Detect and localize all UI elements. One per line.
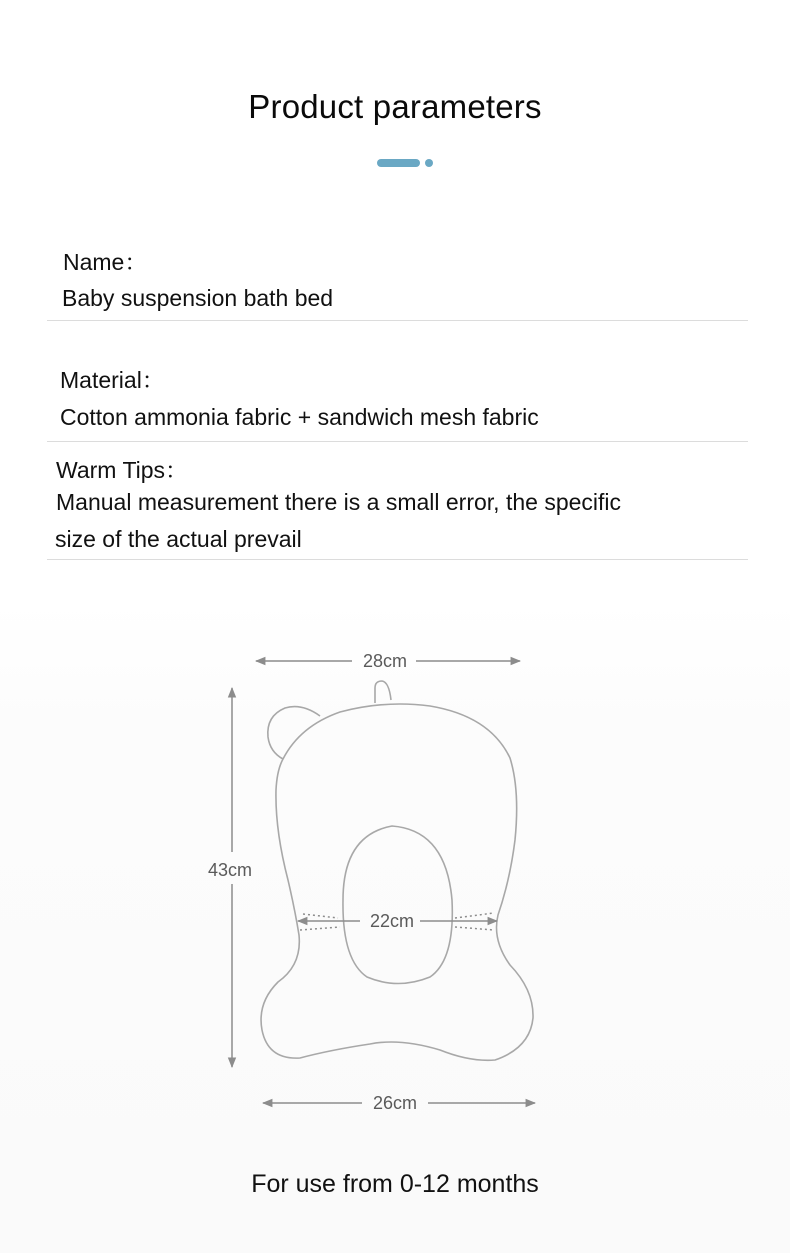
param-value: Cotton ammonia fabric + sandwich mesh fabric	[60, 404, 539, 430]
seat-oval	[343, 826, 452, 984]
height-label: 43cm	[207, 860, 253, 880]
top-width-label: 28cm	[362, 651, 408, 671]
param-label: Warm Tips：	[56, 457, 189, 483]
height-dimension	[208, 688, 252, 1067]
param-value: Baby suspension bath bed	[62, 285, 334, 311]
param-label: Material：	[60, 367, 165, 393]
waist-width-dimension	[298, 911, 497, 931]
page-title: Product parameters	[248, 88, 542, 125]
bottom-width-dimension	[263, 1093, 535, 1113]
bottom-width-label: 26cm	[372, 1093, 418, 1113]
waist-width-label: 22cm	[369, 911, 415, 931]
ear	[268, 707, 320, 759]
body	[261, 704, 533, 1060]
param-value-line-1: Manual measurement there is a small error, the specific	[56, 489, 622, 515]
bath-bed-outline	[261, 681, 533, 1060]
top-width-dimension	[256, 651, 520, 671]
hanging-loop	[375, 681, 391, 703]
param-value-line-2: size of the actual prevail	[55, 526, 302, 552]
age-range-caption: For use from 0-12 months	[251, 1170, 539, 1198]
param-label: Name：	[63, 249, 148, 275]
